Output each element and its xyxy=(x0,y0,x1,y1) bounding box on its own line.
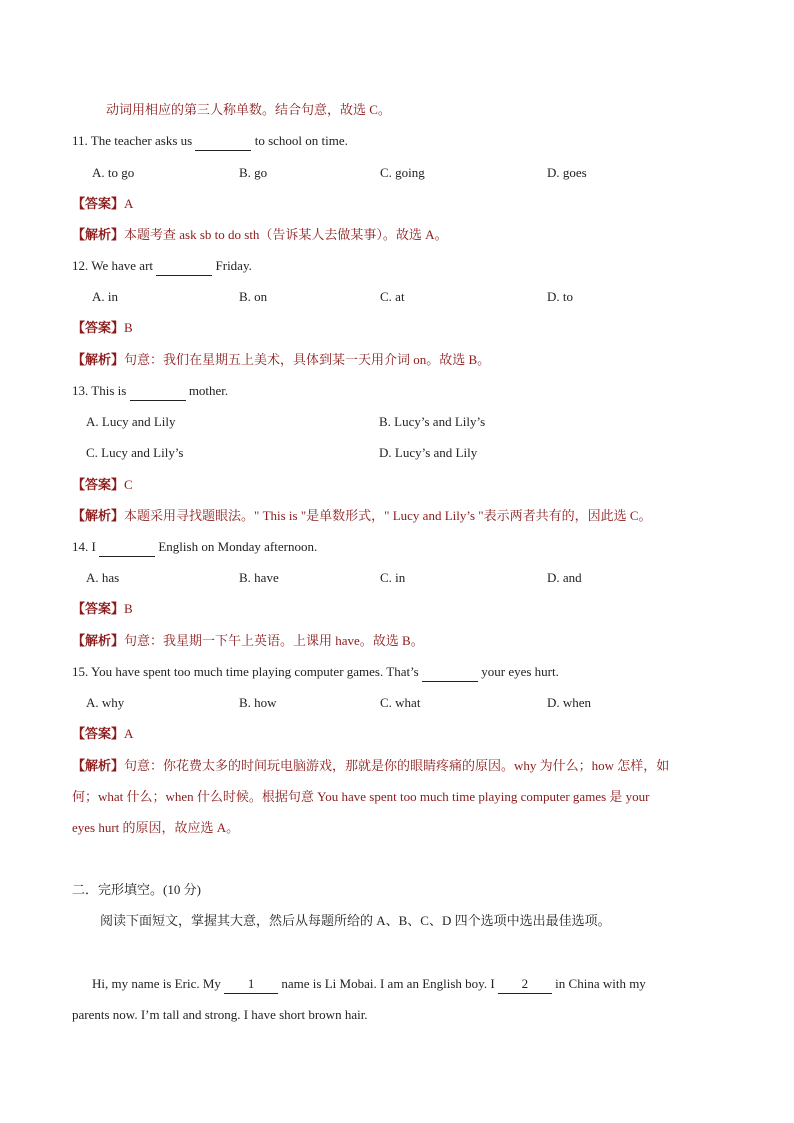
q12-option-a: A. in xyxy=(92,289,118,304)
q13-analysis: 【解析】本题采用寻找题眼法。" This is "是单数形式，" Lucy and Lily’s "表示两者共有的，因此选 C。 xyxy=(72,508,652,523)
answer-blank xyxy=(130,382,186,401)
answer-blank xyxy=(195,132,251,151)
q11-analysis: 【解析】本题考查 ask sb to do sth（告诉某人去做某事）。故选 A。 xyxy=(72,227,448,242)
q15-option-a: A. why xyxy=(86,695,125,710)
q11-option-c: C. going xyxy=(380,165,425,180)
q15-answer: 【答案】A xyxy=(72,726,134,741)
q13-option-c: C. Lucy and Lily’s xyxy=(86,445,184,460)
q15-analysis-line-1: 【解析】句意：你花费太多的时间玩电脑游戏，那就是你的眼睛疼痛的原因。why 为什么；how 怎样，如 xyxy=(72,758,670,773)
section-2-instruction: 阅读下面短文，掌握其大意，然后从每题所给的 A、B、C、D 四个选项中选出最佳选项。 xyxy=(100,913,611,928)
q12-option-c: C. at xyxy=(380,289,405,304)
answer-blank xyxy=(99,538,155,557)
q14-option-a: A. has xyxy=(86,570,120,585)
q15-option-b: B. how xyxy=(239,695,277,710)
q15-analysis-line-2: 何；what 什么；when 什么时候。根据句意 You have spent too much time playing computer games 是 your xyxy=(72,789,650,804)
q12-analysis: 【解析】句意：我们在星期五上美术，具体到某一天用介词 on。故选 B。 xyxy=(72,352,491,367)
q11-option-d: D. goes xyxy=(547,165,587,180)
question-14-stem: 14. I English on Monday afternoon. xyxy=(72,538,317,557)
q11-answer: 【答案】A xyxy=(72,196,134,211)
q14-option-d: D. and xyxy=(547,570,582,585)
section-2-title: 二．完形填空。(10 分) xyxy=(72,882,201,897)
answer-blank xyxy=(156,257,212,276)
q13-answer: 【答案】C xyxy=(72,477,133,492)
question-12-stem: 12. We have art Friday. xyxy=(72,257,252,276)
cloze-blank-2: 2 xyxy=(498,975,552,994)
q12-option-b: B. on xyxy=(239,289,268,304)
q13-option-b: B. Lucy’s and Lily’s xyxy=(379,414,486,429)
cloze-blank-1: 1 xyxy=(224,975,278,994)
q12-option-d: D. to xyxy=(547,289,573,304)
question-15-stem: 15. You have spent too much time playing computer games. That’s your eyes hurt. xyxy=(72,663,559,682)
q14-analysis: 【解析】句意：我星期一下午上英语。上课用 have。故选 B。 xyxy=(72,633,424,648)
q14-option-c: C. in xyxy=(380,570,406,585)
q15-analysis-line-3: eyes hurt 的原因，故应选 A。 xyxy=(72,820,240,835)
q14-option-b: B. have xyxy=(239,570,279,585)
answer-blank xyxy=(422,663,478,682)
question-11-stem: 11. The teacher asks us to school on time. xyxy=(72,132,348,151)
passage-line-1: Hi, my name is Eric. My 1 name is Li Mobai. I am an English boy. I 2 in China with my xyxy=(92,975,646,994)
question-13-stem: 13. This is mother. xyxy=(72,382,228,401)
q15-option-c: C. what xyxy=(380,695,421,710)
q14-answer: 【答案】B xyxy=(72,601,133,616)
passage-line-2: parents now. I’m tall and strong. I have short brown hair. xyxy=(72,1007,368,1022)
q13-option-a: A. Lucy and Lily xyxy=(86,414,176,429)
q11-option-a: A. to go xyxy=(92,165,135,180)
intro-line: 动词用相应的第三人称单数。结合句意，故选 C。 xyxy=(106,102,391,117)
q12-answer: 【答案】B xyxy=(72,320,133,335)
q15-option-d: D. when xyxy=(547,695,592,710)
q13-option-d: D. Lucy’s and Lily xyxy=(379,445,478,460)
q11-option-b: B. go xyxy=(239,165,268,180)
